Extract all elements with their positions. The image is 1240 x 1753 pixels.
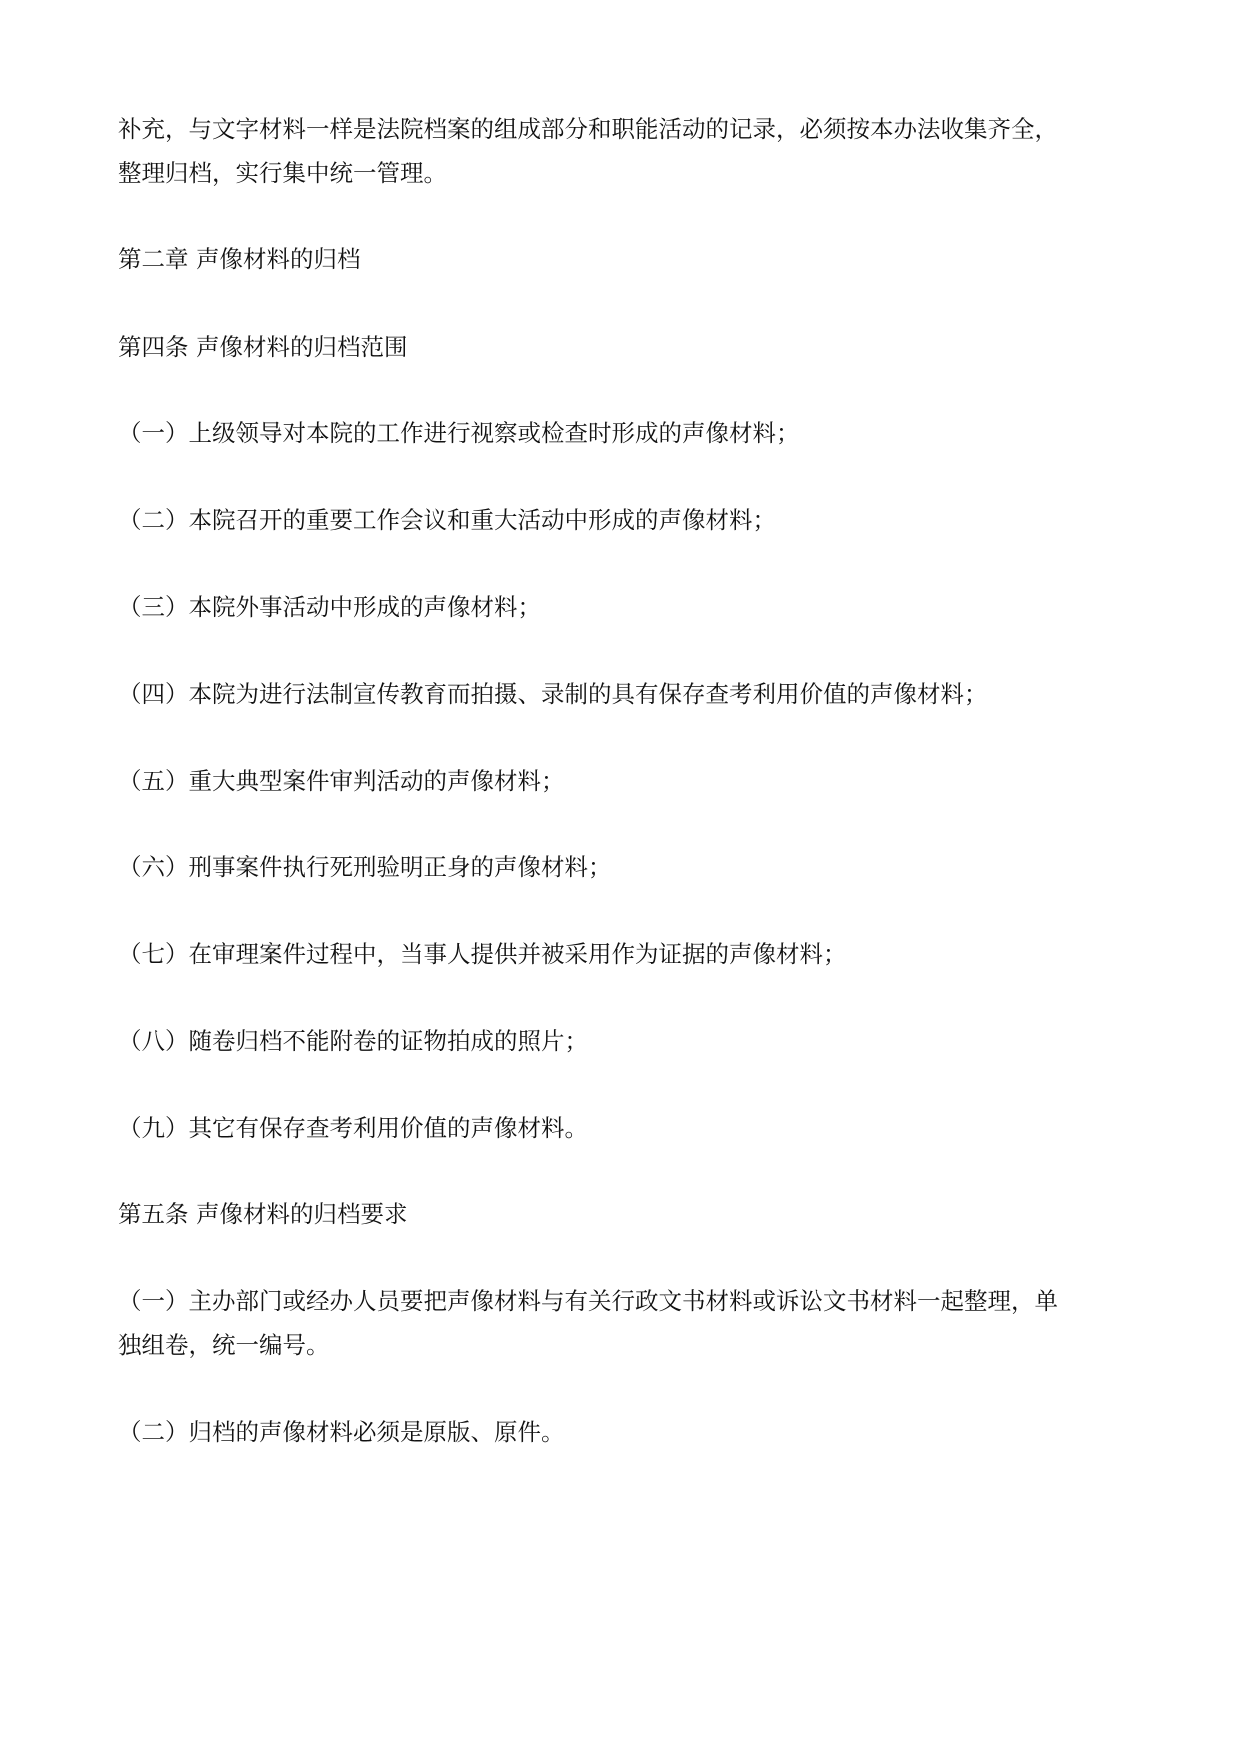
chapter-heading: 第二章 声像材料的归档 <box>118 245 361 273</box>
list-item: （七）在审理案件过程中，当事人提供并被采用作为证据的声像材料； <box>118 940 847 968</box>
list-item: （二）本院召开的重要工作会议和重大活动中形成的声像材料； <box>118 506 776 534</box>
list-item: （九）其它有保存查考利用价值的声像材料。 <box>118 1114 588 1142</box>
list-item: （六）刑事案件执行死刑验明正身的声像材料； <box>118 853 612 881</box>
list-item: （五）重大典型案件审判活动的声像材料； <box>118 767 565 795</box>
list-item: （三）本院外事活动中形成的声像材料； <box>118 593 541 621</box>
list-item: （二）归档的声像材料必须是原版、原件。 <box>118 1418 565 1446</box>
list-item-continuation: 独组卷，统一编号。 <box>118 1331 330 1359</box>
list-item: （一）上级领导对本院的工作进行视察或检查时形成的声像材料； <box>118 419 800 447</box>
list-item: （八）随卷归档不能附卷的证物拍成的照片； <box>118 1027 588 1055</box>
article-heading: 第五条 声像材料的归档要求 <box>118 1200 408 1228</box>
list-item: （四）本院为进行法制宣传教育而拍摄、录制的具有保存查考利用价值的声像材料； <box>118 680 988 708</box>
paragraph-line: 补充，与文字材料一样是法院档案的组成部分和职能活动的记录，必须按本办法收集齐全， <box>118 115 1058 143</box>
paragraph-line: 整理归档，实行集中统一管理。 <box>118 159 447 187</box>
list-item: （一）主办部门或经办人员要把声像材料与有关行政文书材料或诉讼文书材料一起整理，单 <box>118 1287 1058 1315</box>
article-heading: 第四条 声像材料的归档范围 <box>118 333 408 361</box>
